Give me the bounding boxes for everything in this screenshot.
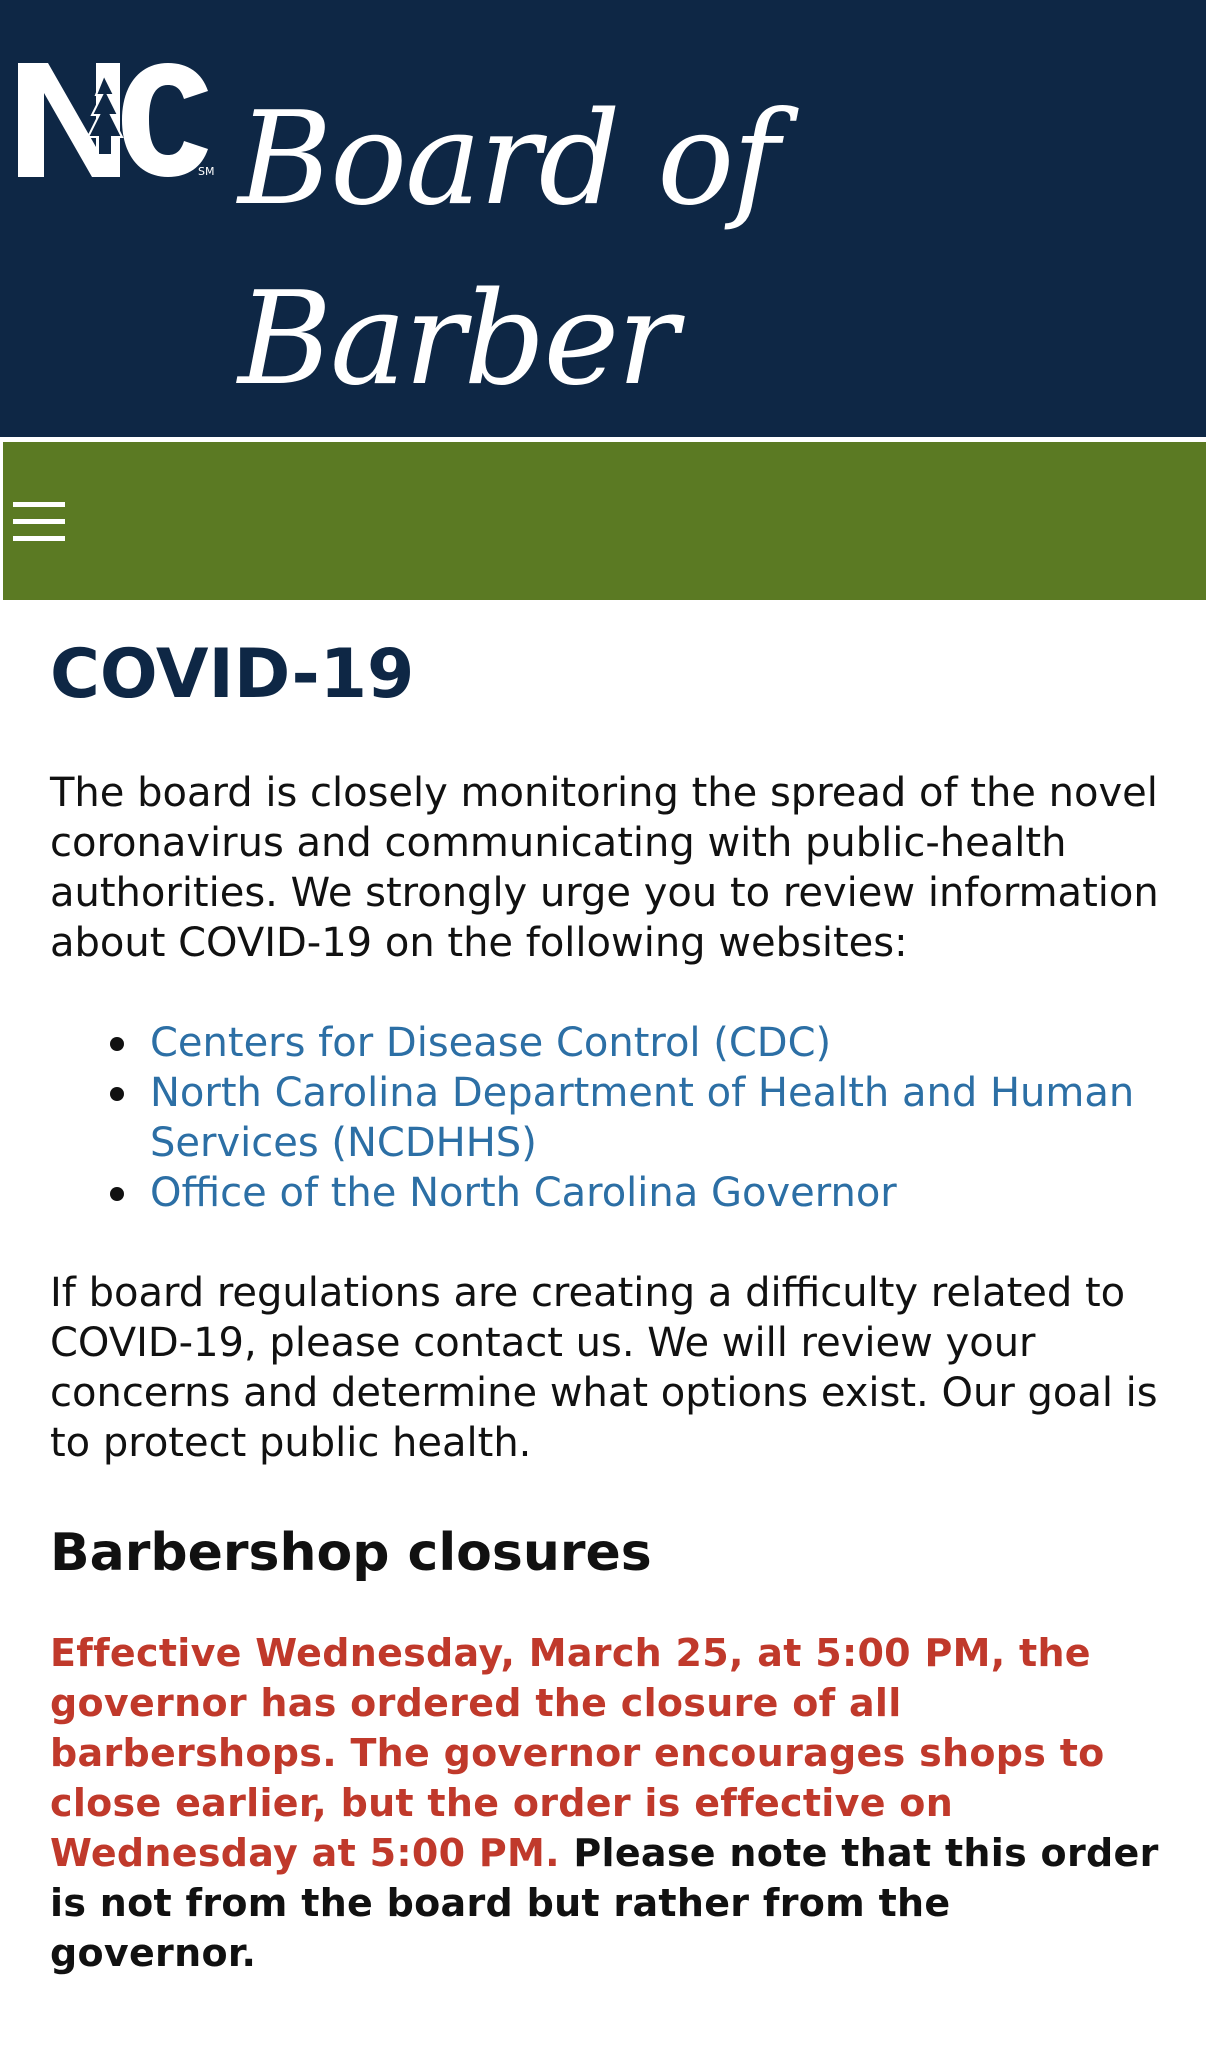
- cdc-link[interactable]: Centers for Disease Control (CDC): [150, 1020, 832, 1066]
- resource-links-list: [50, 1018, 1170, 1218]
- main-navbar: [3, 442, 1206, 600]
- bullet-icon: [110, 1037, 124, 1051]
- governor-link[interactable]: Office of the North Carolina Governor: [150, 1170, 897, 1216]
- intro-paragraph: The board is closely monitoring the spread of the novel coronavirus and communicating with public-health authorities. We strongly urge you to review information about COVID-19 on the following websites:: [50, 770, 1159, 966]
- bullet-icon: [110, 1187, 124, 1201]
- nc-logo[interactable]: [18, 55, 223, 185]
- site-title-line-1: Board of Barber: [238, 85, 778, 414]
- site-header: [0, 0, 1206, 437]
- closure-notice-alert: Effective Wednesday, March 25, at 5:00 PM, the governor has ordered the closure of all barbershops. The governor encourages shops to close earlier, but the order is effective on Wednesday at 5:00 PM.: [50, 1631, 1105, 1875]
- list-item: [150, 1068, 1170, 1168]
- hamburger-menu-icon[interactable]: [13, 502, 65, 542]
- list-item: [150, 1018, 1170, 1068]
- nc-logo-icon: [18, 55, 223, 185]
- main-content: [50, 620, 1170, 2016]
- ncdhhs-link[interactable]: North Carolina Department of Health and Human Services (NCDHHS): [150, 1070, 1135, 1166]
- page-title: COVID-19: [50, 635, 415, 714]
- closure-notice: [50, 1628, 1170, 1978]
- concerns-paragraph: If board regulations are creating a difficulty related to COVID-19, please contact us. We will review your concerns and determine what options exist. Our goal is to protect public health.: [50, 1270, 1158, 1466]
- closure-notice-note: Please note that this order is not from the board but rather from the governor.: [50, 1831, 1159, 1975]
- svg-text:SM: SM: [198, 165, 215, 178]
- bullet-icon: [110, 1087, 124, 1101]
- section-title: Barbershop closures: [50, 1523, 652, 1583]
- list-item: [150, 1168, 1170, 1218]
